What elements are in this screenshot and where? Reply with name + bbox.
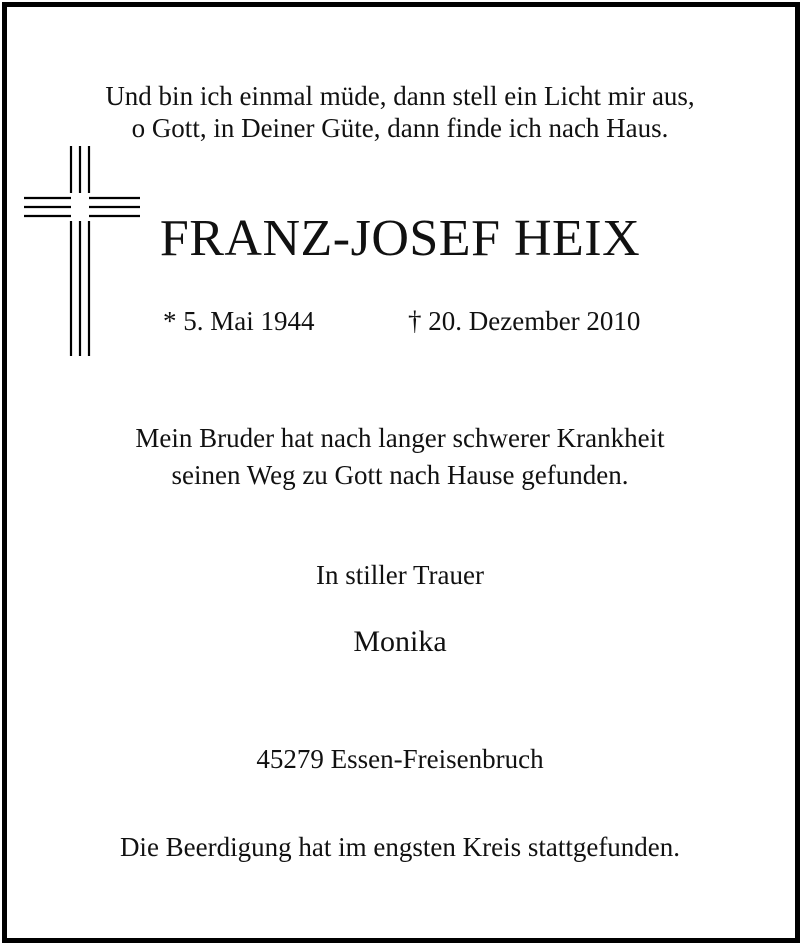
- verse-line-1: Und bin ich einmal müde, dann stell ein Licht mir aus,: [105, 81, 695, 111]
- signer-name: Monika: [353, 625, 447, 658]
- birth-date: * 5. Mai 1944: [163, 306, 315, 336]
- deceased-name: FRANZ-JOSEF HEIX: [159, 210, 641, 267]
- address: 45279 Essen-Freisenbruch: [256, 744, 544, 774]
- verse-line-2: o Gott, in Deiner Güte, dann finde ich nach Haus.: [131, 113, 669, 143]
- death-date: † 20. Dezember 2010: [408, 306, 641, 336]
- message-line-1: Mein Bruder hat nach langer schwerer Krankheit: [135, 423, 665, 453]
- mourning-phrase: In stiller Trauer: [316, 560, 484, 590]
- funeral-note: Die Beerdigung hat im engsten Kreis stattgefunden.: [119, 832, 681, 862]
- message-line-2: seinen Weg zu Gott nach Hause gefunden.: [171, 460, 629, 490]
